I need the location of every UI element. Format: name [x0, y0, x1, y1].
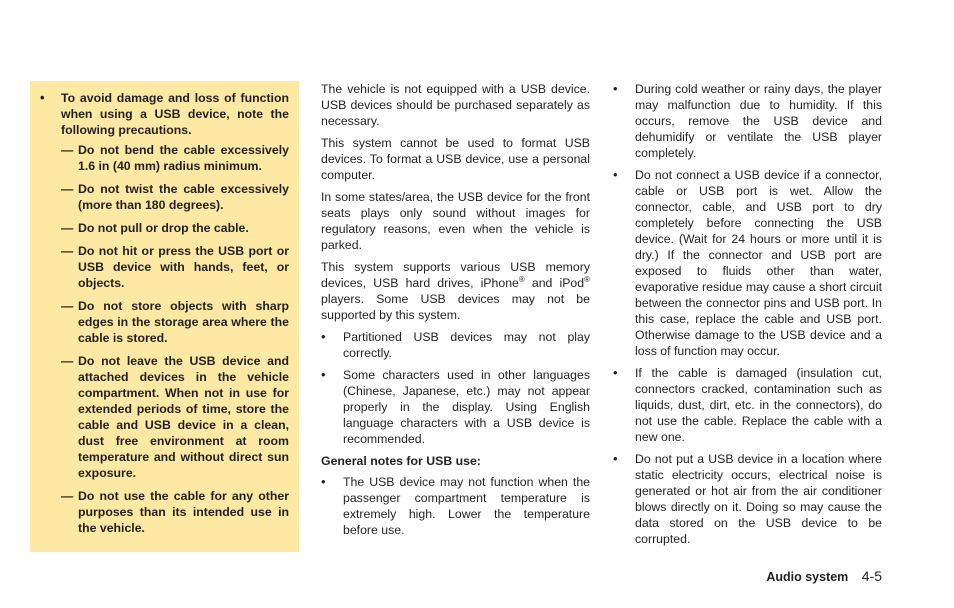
list-item: • Partitioned USB devices may not play correctly. — [321, 329, 590, 361]
list-item: • Do not put a USB device in a location where static electricity occurs, electrical noise is generated or hot air from the air conditioner blows directly on it. Doing so may cause the data stored on the USB device to be corrupted. — [613, 451, 882, 547]
paragraph-text: players. Some USB devices may not be supported by this system. — [321, 292, 590, 322]
list-item: • During cold weather or rainy days, the player may malfunction due to humidity. If this occurs, remove the USB device and dehumidify or ventilate the USB player completely. — [613, 81, 882, 161]
list-item: • Do not connect a USB device if a connector, cable or USB port is wet. Allow the connector, cable, and USB port to dry completely before connecting the USB device. (Wait for 24 hours or more until it is dry.) If the connector and USB port are exposed to fluids other than water, evaporative residue may cause a short circuit between the connector pins and USB port. In this case, replace the cable and USB port. Otherwise damage to the USB device and a loss of function may occur. — [613, 167, 882, 359]
registered-mark: ® — [584, 274, 590, 284]
section-heading: General notes for USB use: — [321, 454, 481, 468]
caution-item: — Do not store objects with sharp edges in the storage area where the cable is stored. — [40, 298, 289, 346]
bullet-list — [321, 329, 590, 447]
list-item: • Some characters used in other languages (Chinese, Japanese, etc.) may not appear properly in the display. Using English language characters with a USB device is recommended. — [321, 367, 590, 447]
paragraph: This system cannot be used to format USB devices. To format a USB device, use a personal computer. — [321, 136, 590, 182]
paragraph-text: and iPod — [524, 276, 585, 290]
caution-item: — Do not use the cable for any other purposes than its intended use in the vehicle. — [40, 488, 289, 536]
registered-mark: ® — [518, 274, 525, 284]
paragraph-text: This system supports various USB memory devices, USB hard drives, iPhone — [321, 260, 590, 290]
paragraph: In some states/area, the USB device for the front seats plays only sound without images for regulatory reasons, even when the vehicle is parked. — [321, 190, 590, 252]
bullet-list — [613, 81, 882, 547]
middle-column — [321, 81, 590, 544]
section-title: Audio system — [766, 570, 849, 584]
page-number: 4-5 — [861, 568, 882, 584]
caution-item: — Do not twist the cable excessively (more than 180 degrees). — [40, 181, 289, 213]
list-item: • The USB device may not function when the passenger compartment temperature is extremely high. Lower the temperature before use. — [321, 474, 590, 538]
caution-intro: • To avoid damage and loss of function when using a USB device, note the following precautions. — [40, 90, 289, 138]
caution-list — [40, 142, 289, 536]
caution-item: — Do not bend the cable excessively 1.6 in (40 mm) radius minimum. — [40, 142, 289, 174]
caution-box — [30, 81, 299, 552]
caution-item: — Do not leave the USB device and attached devices in the vehicle compartment. When not in use for extended periods of time, store the cable and USB device in a clean, dust free environment at room temperature and without direct sun exposure. — [40, 353, 289, 481]
caution-item: — Do not pull or drop the cable. — [40, 220, 289, 236]
paragraph-supported-devices — [321, 259, 590, 323]
list-item: • If the cable is damaged (insulation cut, connectors cracked, contamination such as liquids, dust, dirt, etc. in the connectors), do not use the cable. Replace the cable with a new one. — [613, 365, 882, 445]
right-column — [613, 81, 882, 553]
paragraph: The vehicle is not equipped with a USB device. USB devices should be purchased separately as necessary. — [321, 82, 590, 128]
bullet-list — [321, 474, 590, 538]
caution-item: — Do not hit or press the USB port or USB device with hands, feet, or objects. — [40, 243, 289, 291]
page-footer — [766, 568, 882, 584]
